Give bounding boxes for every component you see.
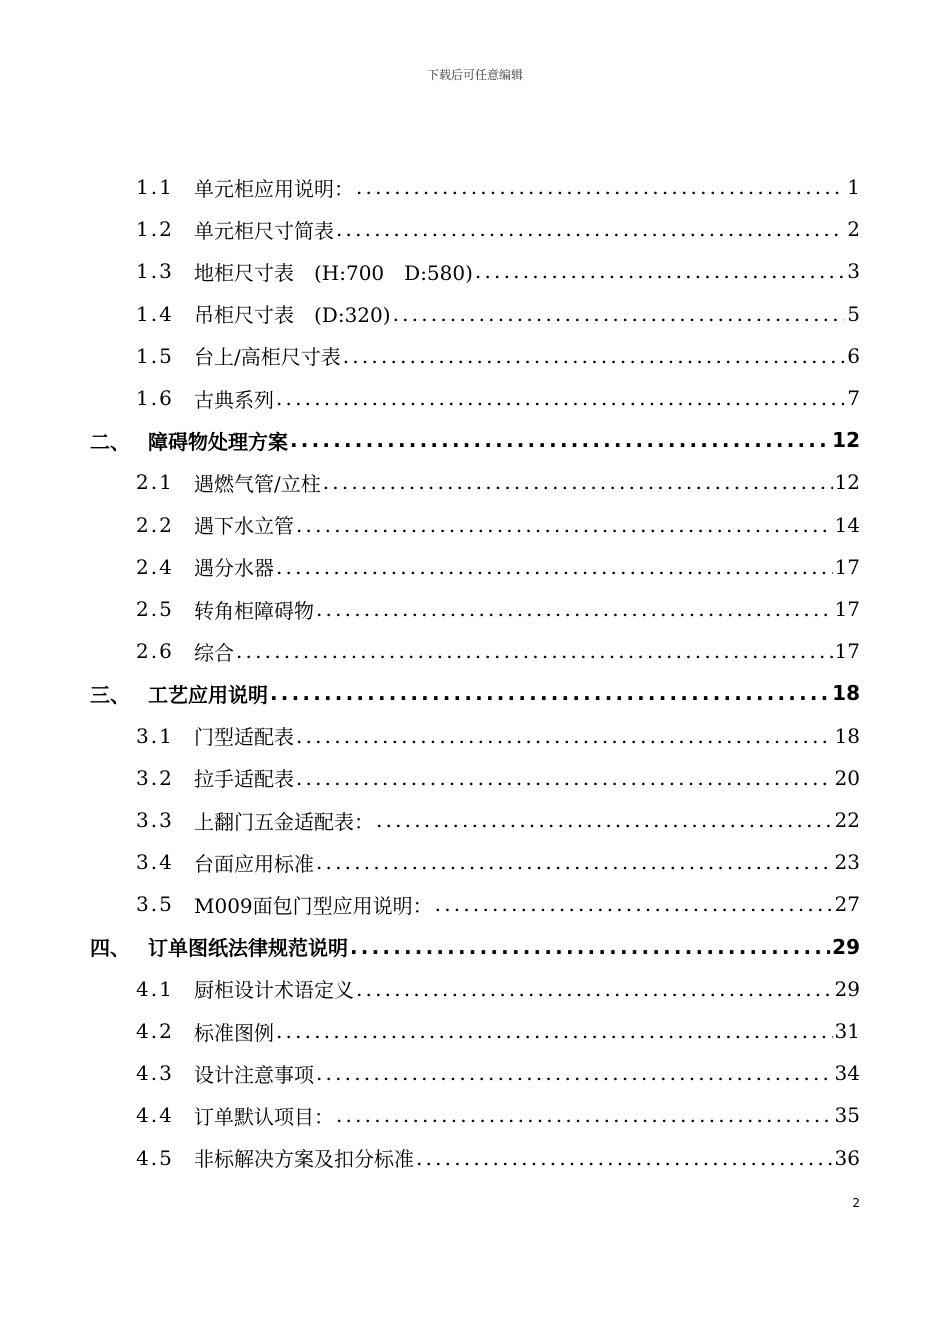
toc-dot-leader [316,1061,833,1085]
toc-entry-number: 二、 [90,429,130,454]
toc-entry-number: 3.4 [136,850,174,875]
toc-entry-page: 7 [847,386,860,410]
toc-entry[interactable] [136,504,860,546]
toc-entry-title: 厨柜设计术语定义 [194,978,354,1003]
toc-chapter-entry[interactable] [90,672,860,714]
toc-dot-leader [323,470,833,494]
toc-entry-number: 1.4 [136,301,174,326]
toc-dot-leader [356,175,844,199]
toc-dot-leader [435,892,833,916]
toc-entry-number: 3.5 [136,892,174,917]
toc-entry-title: 工艺应用说明 [148,682,268,707]
toc-entry[interactable] [136,588,860,630]
toc-dot-leader [290,428,830,452]
toc-entry-number: 4.2 [136,1019,174,1043]
toc-entry[interactable] [136,335,860,377]
toc-entry-title: 设计注意事项 [194,1062,314,1087]
toc-entry[interactable] [136,250,860,292]
toc-entry-title: 门型适配表 [194,725,294,750]
toc-entry-title: 地柜尺寸表 (H:700 D:580) [194,260,473,285]
toc-entry-page: 23 [834,850,860,875]
toc-chapter-entry[interactable] [90,419,860,461]
toc-entry-number: 2.2 [136,512,174,537]
toc-entry-page: 12 [832,428,860,453]
toc-entry-page: 12 [834,470,860,495]
toc-entry-title: 非标解决方案及扣分标准 [194,1147,414,1172]
toc-entry-title: 遇燃气管/立柱 [194,471,321,496]
toc-entry-title: 台上/高柜尺寸表 [194,345,341,370]
toc-entry-number: 1.6 [136,386,174,410]
toc-dot-leader [270,681,830,705]
toc-entry-page: 29 [832,934,860,959]
toc-entry-page: 36 [834,1145,860,1170]
toc-entry-page: 20 [834,765,860,790]
toc-entry-number: 3.1 [136,723,174,748]
toc-entry-title: 吊柜尺寸表 (D:320) [194,303,391,328]
toc-entry-page: 18 [832,681,860,706]
toc-entry-number: 2.4 [136,554,174,579]
toc-dot-leader [393,302,844,326]
toc-entry-title: 转角柜障碍物 [194,598,314,623]
toc-entry-page: 14 [834,512,860,537]
toc-entry-number: 4.1 [136,976,174,1001]
toc-entry[interactable] [136,377,860,419]
toc-entry-number: 2.5 [136,597,174,621]
toc-dot-leader [296,724,833,748]
toc-dot-leader [296,513,833,537]
toc-dot-leader [356,977,833,1001]
toc-entry-page: 34 [834,1061,860,1086]
toc-entry-number: 4.4 [136,1103,174,1128]
toc-entry[interactable] [136,968,860,1010]
toc-entry-number: 2.6 [136,639,174,664]
toc-entry[interactable] [136,166,860,208]
toc-dot-leader [236,639,833,663]
toc-entry-title: 单元柜尺寸简表 [194,218,334,243]
toc-entry-page: 3 [847,259,860,284]
toc-dot-leader [296,766,833,790]
toc-entry[interactable] [136,293,860,335]
toc-entry-title: 遇分水器 [194,556,274,581]
toc-dot-leader [343,344,844,368]
toc-entry-page: 35 [834,1103,860,1128]
toc-entry-number: 四、 [90,936,130,961]
toc-entry-title: 订单图纸法律规范说明 [148,936,348,961]
toc-entry-title: 障碍物处理方案 [148,429,288,454]
toc-entry[interactable] [136,1094,860,1136]
toc-entry[interactable] [136,208,860,250]
toc-entry-page: 2 [847,217,860,242]
toc-dot-leader [316,850,833,874]
toc-dot-leader [376,808,833,832]
page-number: 2 [852,1196,860,1210]
toc-dot-leader [350,935,830,959]
toc-entry-page: 27 [834,892,860,917]
toc-entry[interactable] [136,630,860,672]
toc-dot-leader [416,1146,833,1170]
toc-entry[interactable] [136,883,860,925]
toc-dot-leader [276,555,833,579]
toc-entry[interactable] [136,546,860,588]
toc-entry-page: 1 [847,175,860,199]
toc-entry-title: 遇下水立管 [194,514,294,539]
toc-dot-leader [336,217,844,241]
page-header: 下载后可任意编辑 [426,68,523,82]
toc-entry-title: M009面包门型应用说明： [194,893,433,918]
toc-dot-leader [276,386,844,410]
toc-entry-page: 17 [834,554,860,579]
toc-entry-page: 17 [834,597,860,621]
toc-entry-title: 拉手适配表 [194,767,294,792]
toc-dot-leader [316,597,833,621]
toc-entry-page: 6 [847,343,860,368]
toc-entry-title: 台面应用标准 [194,851,314,876]
toc-entry[interactable] [136,715,860,757]
toc-entry[interactable] [136,1052,860,1094]
toc-entry-number: 3.2 [136,765,174,790]
toc-entry-number: 1.5 [136,343,174,368]
toc-entry-number: 3.3 [136,808,174,832]
toc-entry-title: 订单默认项目： [194,1104,334,1129]
toc-entry-number: 三、 [90,682,130,707]
toc-chapter-entry[interactable] [90,926,860,968]
toc-entry[interactable] [136,1010,860,1052]
toc-entry-page: 22 [834,808,860,832]
toc-entry-number: 4.5 [136,1145,174,1170]
toc-entry-number: 2.1 [136,470,174,495]
toc-entry-number: 1.1 [136,175,174,199]
toc-entry-number: 1.2 [136,217,174,242]
toc-entry-number: 1.3 [136,259,174,284]
toc-entry[interactable] [136,461,860,503]
toc-entry-title: 上翻门五金适配表： [194,809,374,834]
toc-entry-page: 31 [834,1019,860,1043]
toc-dot-leader [475,259,844,283]
toc-entry-page: 17 [834,639,860,664]
toc-entry[interactable] [136,1137,860,1179]
toc-entry-number: 4.3 [136,1061,174,1086]
toc-entry-title: 古典系列 [194,387,274,412]
toc-dot-leader [336,1103,833,1127]
toc-entry-title: 单元柜应用说明： [194,176,354,201]
toc-entry[interactable] [136,799,860,841]
toc-entry-page: 5 [847,301,860,326]
toc-entry-page: 18 [834,723,860,748]
toc-entry[interactable] [136,757,860,799]
toc-entry-title: 标准图例 [194,1020,274,1045]
toc-entry-title: 综合 [194,640,234,665]
toc-dot-leader [276,1019,833,1043]
toc-entry[interactable] [136,841,860,883]
toc-entry-page: 29 [834,976,860,1001]
